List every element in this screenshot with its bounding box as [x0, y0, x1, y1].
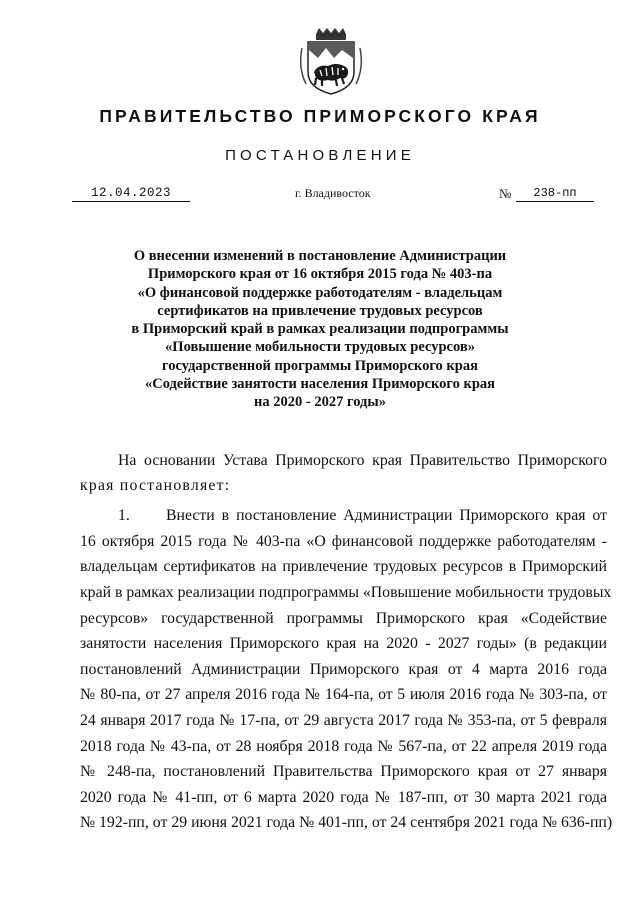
- item-text-line: постановлений Администрации Приморского края от 4 марта 2016 года: [80, 661, 607, 678]
- item-text-line: владельцам сертификатов на привлечение трудовых ресурсов в Приморский: [80, 558, 607, 575]
- intro-line: На основании Устава Приморского края Правительство Приморского: [118, 452, 607, 469]
- number-sign: №: [499, 186, 512, 201]
- item-text-line: 2020 года № 41-пп, от 6 марта 2020 года № 187-пп, от 30 марта 2021 года: [80, 789, 607, 806]
- subject-line: О внесении изменений в постановление Администрации: [133, 248, 507, 264]
- item-text-line: занятости населения Приморского края на 2020 - 2027 годы» (в редакции: [80, 635, 607, 652]
- subject-line: Приморского края от 16 октября 2015 года № 403-па: [147, 266, 493, 283]
- document-number: 238-пп: [516, 186, 594, 202]
- item-text-line: 2018 года № 43-па, от 28 ноября 2018 года № 567-па, от 22 апреля 2019 года: [80, 738, 607, 755]
- item-text-line: край в рамках реализации подпрограммы «Повышение мобильности трудовых: [80, 584, 612, 601]
- item-text-line: 24 января 2017 года № 17-па, от 29 августа 2017 года № 353-па, от 5 февраля: [80, 712, 607, 729]
- subject-line: сертификатов на привлечение трудовых ресурсов: [157, 302, 483, 319]
- item-text-line: ресурсов» государственной программы Приморского края «Содействие: [80, 610, 607, 627]
- coat-of-arms-icon: [296, 28, 366, 96]
- crown-icon: [316, 28, 346, 40]
- government-title: ПРАВИТЕЛЬСТВО ПРИМОРСКОГО КРАЯ: [99, 106, 541, 126]
- item-text-line: № 80-па, от 27 апреля 2016 года № 164-па, от 5 июля 2016 года № 303-па, от: [80, 686, 607, 703]
- document-city: г. Владивосток: [295, 186, 371, 200]
- intro-line: края постановляет:: [80, 477, 231, 494]
- item-text-line: № 248-па, постановлений Правительства Приморского края от 27 января: [80, 763, 607, 780]
- subject-line: на 2020 - 2027 годы»: [254, 394, 386, 411]
- document-subject: [100, 247, 540, 412]
- subject-line: «Повышение мобильности трудовых ресурсов»: [165, 339, 475, 356]
- subject-line: «О финансовой поддержке работодателям - владельцам: [137, 284, 503, 301]
- item-number: 1.: [118, 507, 130, 524]
- subject-line: «Содействие занятости населения Приморского края: [144, 376, 496, 393]
- subject-line: в Приморский край в рамках реализации подпрограммы: [131, 321, 509, 338]
- subject-line: государственной программы Приморского края: [162, 357, 478, 374]
- item-text-line: № 192-пп, от 29 июня 2021 года № 401-пп, от 24 сентября 2021 года № 636-пп): [80, 814, 613, 831]
- document-date: 12.04.2023: [72, 186, 190, 202]
- document-type: ПОСТАНОВЛЕНИЕ: [225, 147, 415, 164]
- item-text-first: Внести в постановление Администрации Приморского края от: [166, 507, 607, 524]
- item-text-line: 16 октября 2015 года № 403-па «О финансовой поддержке работодателям -: [80, 533, 607, 550]
